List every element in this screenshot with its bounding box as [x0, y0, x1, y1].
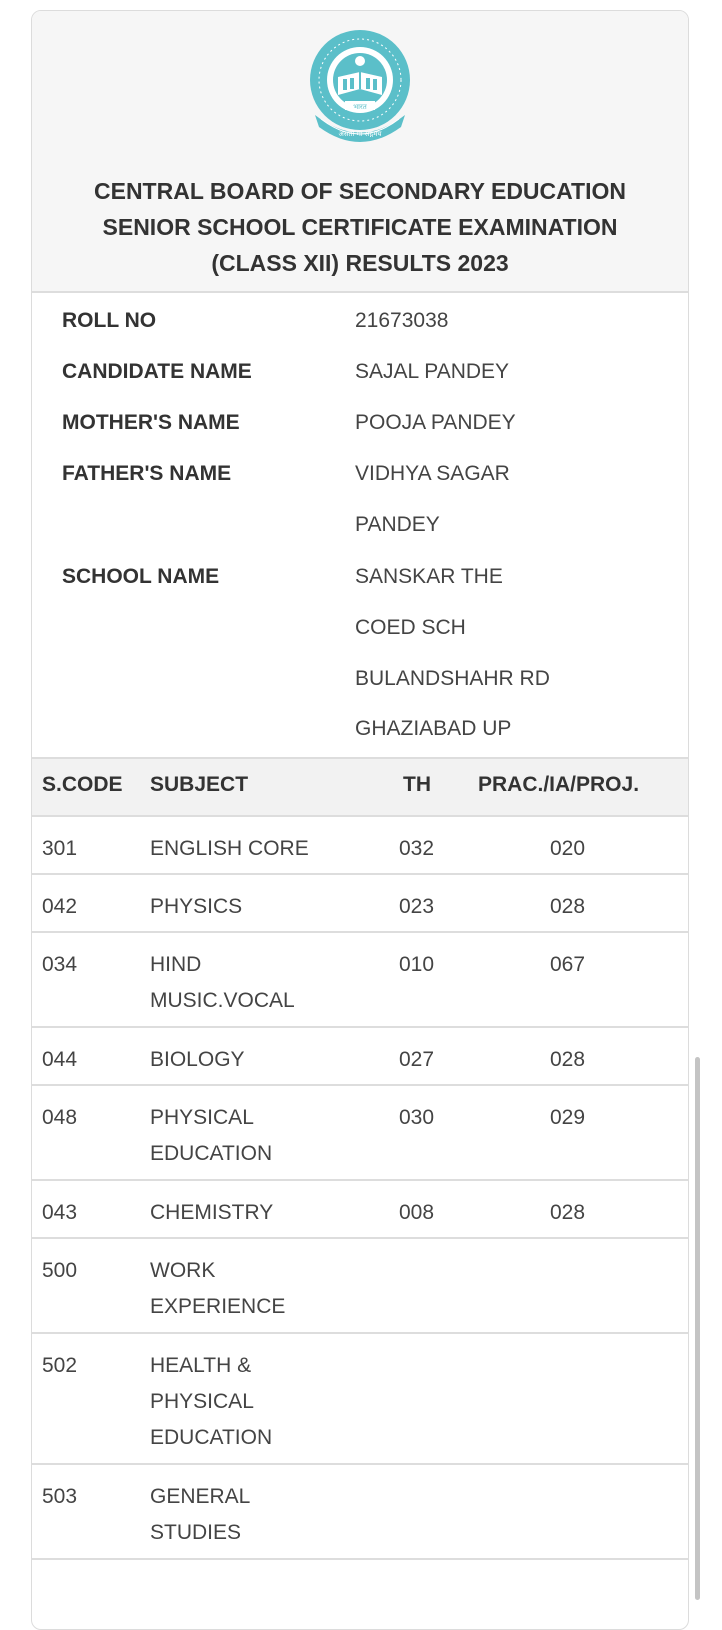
subject-code: 044 — [42, 1048, 78, 1071]
practical-marks: 020 — [550, 837, 586, 860]
theory-marks: 030 — [399, 1106, 435, 1129]
marks-table-body — [32, 817, 688, 1560]
practical-marks: 028 — [550, 1048, 586, 1071]
table-row — [32, 875, 688, 933]
theory-marks: 032 — [399, 837, 435, 860]
subject-code: 043 — [42, 1201, 78, 1224]
marks-table-header — [32, 757, 688, 817]
subject-name: BIOLOGY — [150, 1048, 245, 1071]
table-row — [32, 933, 688, 1028]
header-prac: PRAC./IA/PROJ. — [478, 773, 640, 796]
table-row — [32, 1465, 688, 1560]
theory-marks: 023 — [399, 895, 435, 918]
theory-marks: 010 — [399, 953, 435, 976]
candidate-info — [32, 293, 688, 757]
school-name-label: SCHOOL NAME — [62, 565, 220, 588]
table-row — [32, 817, 688, 875]
header-code: S.CODE — [42, 773, 123, 796]
subject-name: HIND MUSIC.VOCAL — [150, 953, 295, 1012]
table-row — [32, 1239, 688, 1334]
svg-text:असतो मा सद्गमय: असतो मा सद्गमय — [338, 130, 382, 138]
cbse-logo — [305, 25, 415, 145]
father-name-value-2: PANDEY — [355, 513, 440, 536]
header-th: TH — [403, 773, 431, 796]
subject-name: WORK EXPERIENCE — [150, 1259, 286, 1318]
result-header — [32, 11, 688, 293]
candidate-name-value: SAJAL PANDEY — [355, 360, 510, 383]
page-scrollbar[interactable] — [695, 1057, 700, 1600]
subject-code: 500 — [42, 1259, 78, 1282]
result-card — [31, 10, 689, 1630]
school-name-value-4: GHAZIABAD UP — [355, 717, 512, 740]
mother-name-value: POOJA PANDEY — [355, 411, 516, 434]
practical-marks: 028 — [550, 1201, 586, 1224]
roll-value: 21673038 — [355, 309, 449, 332]
subject-name: GENERAL STUDIES — [150, 1485, 250, 1544]
title-line-2: SENIOR SCHOOL CERTIFICATE EXAMINATION — [102, 214, 618, 240]
table-row — [32, 1334, 688, 1465]
subject-name: HEALTH & PHYSICAL EDUCATION — [150, 1354, 273, 1449]
table-row — [32, 1028, 688, 1086]
candidate-name-label: CANDIDATE NAME — [62, 360, 252, 383]
subject-name: PHYSICS — [150, 895, 243, 918]
table-row — [32, 1086, 688, 1181]
subject-name: CHEMISTRY — [150, 1201, 274, 1224]
school-name-value-2: COED SCH — [355, 616, 466, 639]
title-line-1: CENTRAL BOARD OF SECONDARY EDUCATION — [94, 178, 626, 204]
result-title — [32, 173, 688, 281]
subject-code: 048 — [42, 1106, 78, 1129]
practical-marks: 067 — [550, 953, 586, 976]
subject-code: 503 — [42, 1485, 78, 1508]
title-line-3: (CLASS XII) RESULTS 2023 — [211, 250, 509, 276]
practical-marks: 029 — [550, 1106, 586, 1129]
subject-code: 301 — [42, 837, 78, 860]
practical-marks: 028 — [550, 895, 586, 918]
school-name-value-1: SANSKAR THE — [355, 565, 503, 588]
theory-marks: 027 — [399, 1048, 435, 1071]
subject-name: PHYSICAL EDUCATION — [150, 1106, 273, 1165]
father-name-label: FATHER'S NAME — [62, 462, 232, 485]
father-name-value-1: VIDHYA SAGAR — [355, 462, 510, 485]
mother-name-label: MOTHER'S NAME — [62, 411, 240, 434]
subject-code: 034 — [42, 953, 78, 976]
subject-code: 502 — [42, 1354, 78, 1377]
subject-name: ENGLISH CORE — [150, 837, 309, 860]
header-subject: SUBJECT — [150, 773, 249, 796]
subject-code: 042 — [42, 895, 78, 918]
theory-marks: 008 — [399, 1201, 435, 1224]
roll-label: ROLL NO — [62, 309, 157, 332]
school-name-value-3: BULANDSHAHR RD — [355, 667, 550, 690]
table-row — [32, 1181, 688, 1239]
svg-text:भारत: भारत — [353, 103, 367, 111]
